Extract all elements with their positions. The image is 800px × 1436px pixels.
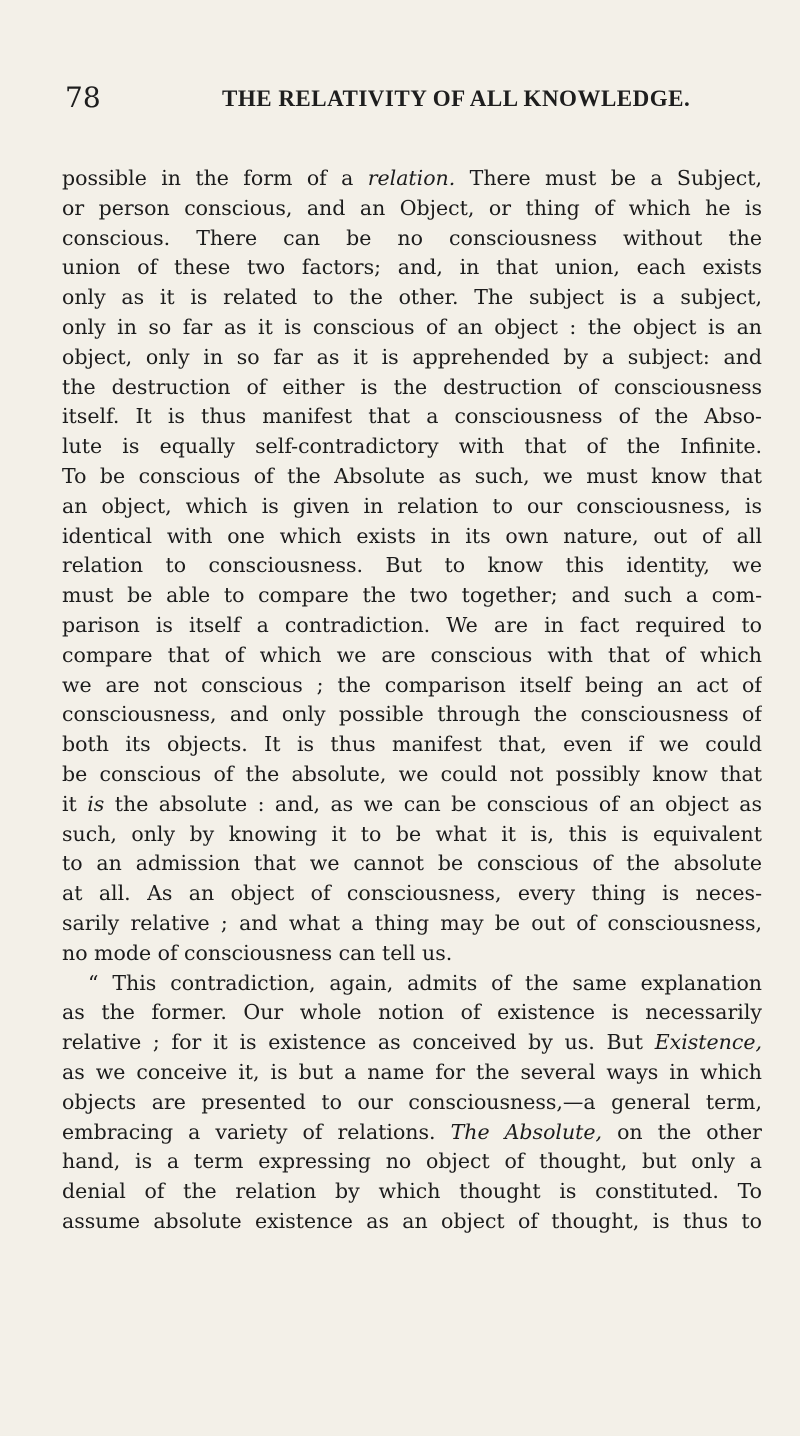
text-segment: To be conscious of the Absolute as such, we must know that bbox=[62, 463, 762, 488]
text-line bbox=[62, 998, 762, 1028]
text-segment: an object, which is given in relation to our consciousness, is bbox=[62, 493, 762, 518]
text-line bbox=[62, 611, 762, 641]
text-segment: as we conceive it, is but a name for the several ways in which bbox=[62, 1059, 762, 1084]
text-line bbox=[62, 790, 762, 820]
text-line bbox=[62, 879, 762, 909]
text-segment: to an admission that we cannot be conscious of the absolute bbox=[62, 851, 762, 876]
text-line bbox=[62, 641, 762, 671]
text-line bbox=[62, 1058, 762, 1088]
text-line bbox=[62, 1207, 762, 1237]
text-line bbox=[62, 402, 762, 432]
text-line bbox=[62, 730, 762, 760]
body-text bbox=[62, 164, 762, 1237]
text-line bbox=[62, 760, 762, 790]
text-line bbox=[62, 849, 762, 879]
text-line bbox=[62, 164, 762, 194]
text-segment: it bbox=[62, 791, 88, 816]
text-segment: hand, is a term expressing no object of thought, but only a bbox=[62, 1149, 762, 1174]
text-segment: at all. As an object of consciousness, every thing is neces- bbox=[62, 881, 762, 906]
text-segment: denial of the relation by which thought is constituted. To bbox=[62, 1179, 762, 1204]
text-line bbox=[62, 939, 762, 969]
text-segment: identical with one which exists in its own nature, out of all bbox=[62, 523, 762, 548]
text-line bbox=[62, 969, 762, 999]
text-segment: only as it is related to the other. The subject is a subject, bbox=[62, 285, 762, 310]
italic-text-segment: The Absolute, bbox=[450, 1119, 603, 1144]
text-line bbox=[62, 551, 762, 581]
text-segment: “ This contradiction, again, admits of the same explanation bbox=[88, 970, 762, 995]
italic-text-segment: Existence, bbox=[654, 1030, 762, 1055]
text-line bbox=[62, 462, 762, 492]
text-segment: embracing a variety of relations. bbox=[62, 1119, 451, 1144]
text-line bbox=[62, 492, 762, 522]
running-head: THE RELATIVITY OF ALL KNOWLEDGE. bbox=[222, 86, 691, 111]
text-segment: object, only in so far as it is apprehended by a subject: and bbox=[62, 344, 762, 369]
text-segment: relative ; for it is existence as conceived by us. But bbox=[62, 1030, 655, 1055]
text-segment: sarily relative ; and what a thing may be out of consciousness, bbox=[62, 910, 762, 935]
text-segment: itself. It is thus manifest that a consciousness of the Abso- bbox=[62, 404, 762, 429]
text-line bbox=[62, 522, 762, 552]
text-segment: both its objects. It is thus manifest that, even if we could bbox=[62, 732, 762, 757]
text-segment: we are not conscious ; the comparison itself being an act of bbox=[62, 672, 762, 697]
text-segment: There must be a Subject, bbox=[455, 166, 762, 190]
text-line bbox=[62, 1088, 762, 1118]
text-line bbox=[62, 1147, 762, 1177]
text-line bbox=[62, 373, 762, 403]
text-segment: lute is equally self-contradictory with that of the Infinite. bbox=[62, 434, 762, 459]
text-segment: or person conscious, and an Object, or thing of which he is bbox=[62, 195, 762, 220]
text-segment: objects are presented to our consciousness,—a general term, bbox=[62, 1089, 762, 1114]
text-line bbox=[62, 343, 762, 373]
text-line bbox=[62, 1177, 762, 1207]
text-line bbox=[62, 194, 762, 224]
text-segment: parison is itself a contradiction. We are in fact required to bbox=[62, 612, 762, 637]
text-segment: relation to consciousness. But to know this identity, we bbox=[62, 553, 762, 578]
text-line bbox=[62, 1028, 762, 1058]
text-segment: be conscious of the absolute, we could not possibly know that bbox=[62, 761, 762, 786]
text-segment: possible in the form of a bbox=[62, 166, 368, 190]
italic-text-segment: relation. bbox=[367, 166, 456, 190]
text-line bbox=[62, 253, 762, 283]
text-segment: such, only by knowing it to be what it is, this is equivalent bbox=[62, 821, 762, 846]
page-header bbox=[65, 78, 755, 118]
page-number: 78 bbox=[65, 81, 101, 114]
text-segment: as the former. Our whole notion of existence is necessarily bbox=[62, 1000, 762, 1025]
text-segment: consciousness, and only possible through the consciousness of bbox=[62, 702, 762, 727]
text-segment: only in so far as it is conscious of an object : the object is an bbox=[62, 314, 762, 339]
text-line bbox=[62, 700, 762, 730]
text-segment: assume absolute existence as an object of thought, is thus to bbox=[62, 1208, 762, 1233]
text-segment: compare that of which we are conscious with that of which bbox=[62, 642, 762, 667]
text-segment: the destruction of either is the destruction of consciousness bbox=[62, 374, 762, 399]
text-segment: no mode of consciousness can tell us. bbox=[62, 940, 453, 965]
text-line bbox=[62, 909, 762, 939]
text-segment: the absolute : and, as we can be conscious of an object as bbox=[104, 791, 762, 816]
text-line bbox=[62, 671, 762, 701]
text-line bbox=[62, 432, 762, 462]
text-line bbox=[62, 313, 762, 343]
text-line bbox=[62, 820, 762, 850]
italic-text-segment: is bbox=[87, 791, 105, 816]
text-line bbox=[62, 1118, 762, 1148]
text-line bbox=[62, 224, 762, 254]
text-segment: on the other bbox=[602, 1119, 762, 1144]
text-segment: must be able to compare the two together; and such a com- bbox=[62, 583, 762, 608]
text-line bbox=[62, 283, 762, 313]
text-line bbox=[62, 581, 762, 611]
text-segment: union of these two factors; and, in that union, each exists bbox=[62, 255, 762, 280]
text-segment: conscious. There can be no consciousness without the bbox=[62, 225, 762, 250]
